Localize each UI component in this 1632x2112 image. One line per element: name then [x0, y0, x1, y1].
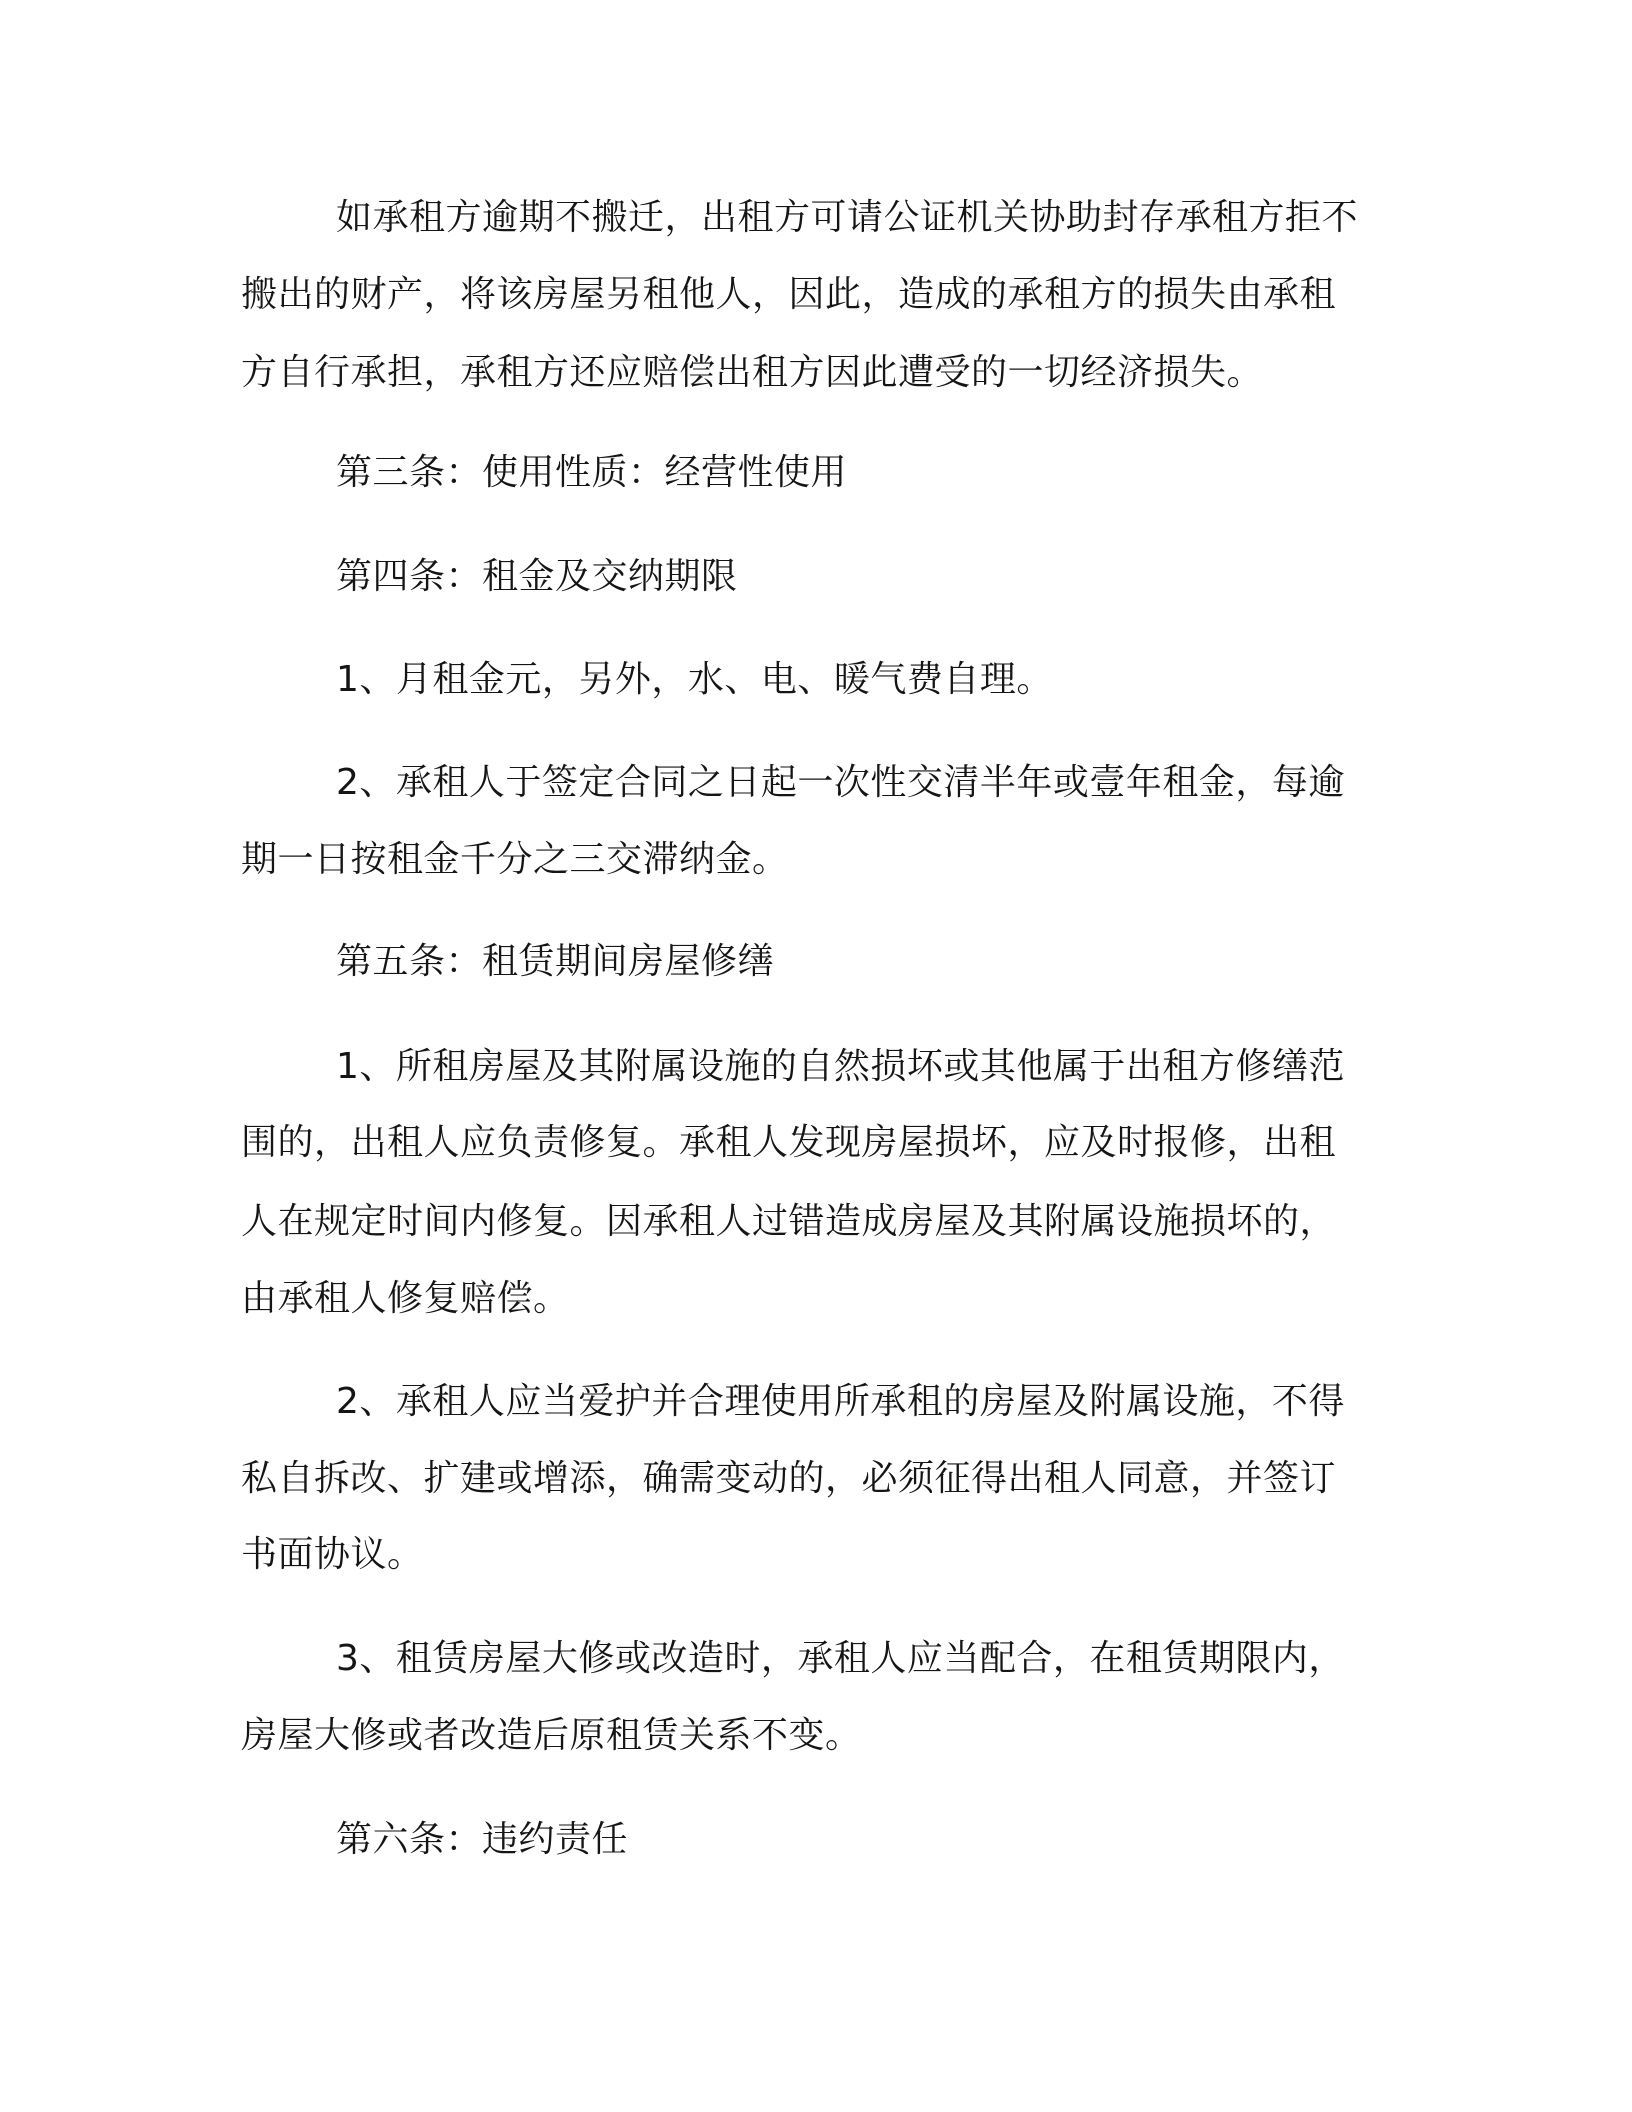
text-line: 3、租赁房屋大修或改造时，承租人应当配合，在租赁期限内， — [336, 1638, 1345, 1679]
text-line: 1、所租房屋及其附属设施的自然损坏或其他属于出租方修缮范 — [336, 1046, 1345, 1087]
text-line: 2、承租人于签定合同之日起一次性交清半年或壹年租金，每逾 — [336, 762, 1345, 803]
text-line: 围的，出租人应负责修复。承租人发现房屋损坏，应及时报修，出租 — [241, 1122, 1337, 1163]
text-line: 1、月租金元，另外，水、电、暖气费自理。 — [336, 659, 1053, 700]
article-heading: 第四条：租金及交纳期限 — [336, 556, 738, 597]
text-line: 2、承租人应当爱护并合理使用所承租的房屋及附属设施，不得 — [336, 1381, 1345, 1422]
text-line: 人在规定时间内修复。因承租人过错造成房屋及其附属设施损坏的， — [241, 1201, 1337, 1242]
article-heading: 第五条：租赁期间房屋修缮 — [336, 941, 775, 982]
text-line: 期一日按租金千分之三交滞纳金。 — [241, 839, 789, 880]
text-line: 搬出的财产，将该房屋另租他人，因此，造成的承租方的损失由承租 — [241, 274, 1337, 315]
text-line: 房屋大修或者改造后原租赁关系不变。 — [241, 1715, 862, 1756]
text-line: 方自行承担，承租方还应赔偿出租方因此遭受的一切经济损失。 — [241, 352, 1264, 393]
article-heading: 第三条：使用性质：经营性使用 — [336, 452, 848, 493]
text-line: 私自拆改、扩建或增添，确需变动的，必须征得出租人同意，并签订 — [241, 1458, 1337, 1499]
text-line: 由承租人修复赔偿。 — [241, 1278, 570, 1319]
text-line: 书面协议。 — [241, 1534, 424, 1575]
text-line: 如承租方逾期不搬迁，出租方可请公证机关协助封存承租方拒不 — [336, 197, 1359, 238]
article-heading: 第六条：违约责任 — [336, 1819, 629, 1860]
